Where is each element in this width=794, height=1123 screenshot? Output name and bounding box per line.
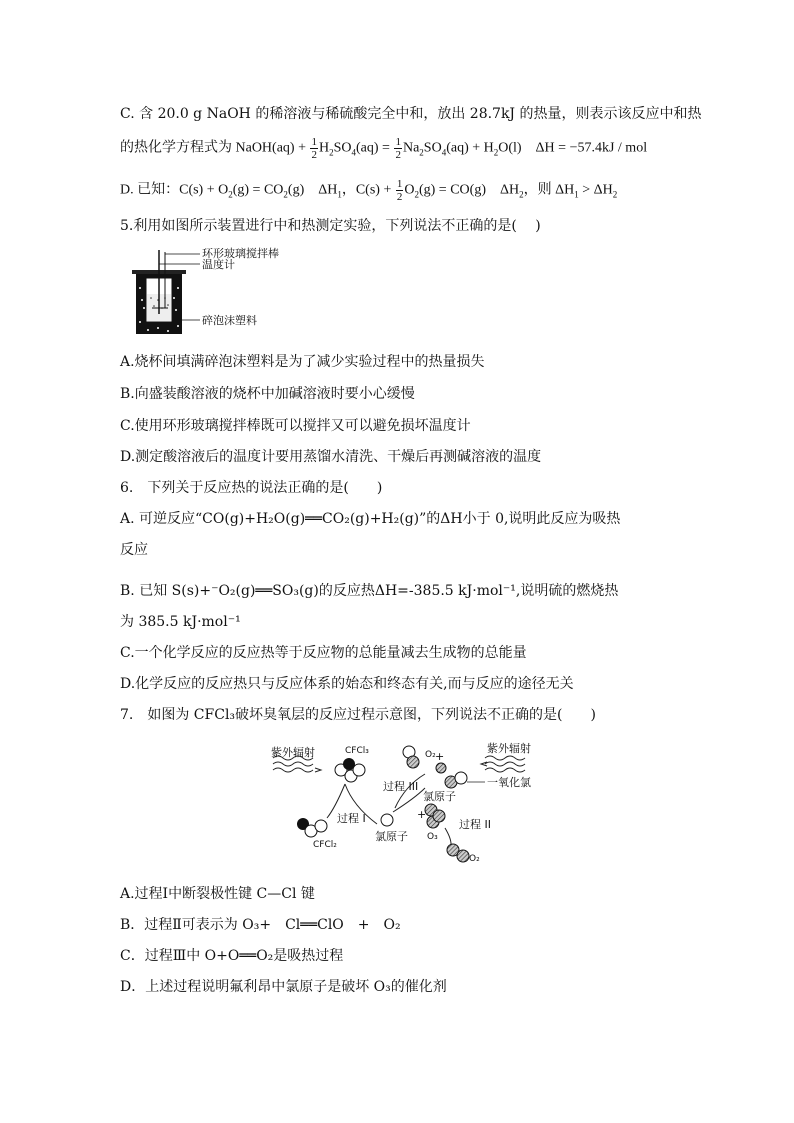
cfcl3-molecule — [335, 758, 365, 782]
q5-option-a: A.烧杯间填满碎泡沫塑料是为了减少实验过程中的热量损失 — [120, 354, 485, 370]
chlorine-monoxide — [445, 772, 467, 788]
q7-option-d: D．上述过程说明氟利昂中氯原子是破坏 O₃的催化剂 — [120, 979, 447, 995]
chlorine-atom-center — [381, 814, 393, 826]
label-plus-center: + — [417, 808, 427, 821]
q7-stem: 7. 如图为 CFCl₃破坏臭氧层的反应过程示意图，下列说法不正确的是( ) — [120, 707, 596, 723]
label-process1: 过程 I — [337, 812, 366, 825]
fraction-half: $\frac{1}{2}$ — [395, 136, 401, 161]
q5-option-d: D.测定酸溶液后的温度计要用蒸馏水清洗、干燥后再测碱溶液的温度 — [120, 449, 542, 465]
label-cfcl2: CFCl₂ — [313, 840, 337, 850]
q4-option-c-line1: C. 含 20.0 g NaOH 的稀溶液与稀硫酸完全中和，放出 28.7kJ 的热量，则表示该反应中和热 — [120, 106, 702, 122]
q5-stem: 5.利用如图所示装置进行中和热测定实验，下列说法不正确的是( ) — [120, 218, 541, 234]
label-cfcl3: CFCl₃ — [345, 746, 369, 756]
label-o2-top: O₂ — [425, 750, 436, 760]
cfcl2-molecule — [297, 818, 327, 837]
oxygen-atom — [436, 763, 446, 773]
q6-option-b-line1: B. 已知 S(s)+⁻O₂(g)══SO₃(g)的反应热ΔH=-385.5 kJ·mol⁻¹,说明硫的燃烧热 — [120, 583, 619, 599]
label-uv-left: 紫外辐射 — [271, 746, 315, 759]
q7-option-b: B．过程Ⅱ可表示为 O₃+ Cl══ClO + O₂ — [120, 917, 401, 933]
label-clo: 一氧化氯 — [487, 776, 531, 789]
q5-option-c: C.使用环形玻璃搅拌棒既可以搅拌又可以避免损坏温度计 — [120, 418, 471, 434]
label-cl-atom-right: 氯原子 — [423, 790, 456, 803]
label-plus-top: + — [435, 750, 445, 763]
label-thermometer: 温度计 — [202, 258, 235, 271]
oxygen-molecule-bottom — [447, 844, 469, 862]
q6-option-d: D.化学反应的反应热只与反应体系的始态和终态有关,而与反应的途径无关 — [120, 676, 574, 692]
label-o2-bottom: O₂ — [469, 854, 480, 864]
process2-arrow-down — [445, 828, 451, 844]
uv-waves-right — [485, 756, 525, 772]
label-stirrer: 环形玻璃搅拌棒 — [202, 247, 279, 260]
q6-option-b-line2: 为 385.5 kJ·mol⁻¹ — [120, 614, 241, 630]
fraction-half: $\frac{1}{2}$ — [311, 136, 317, 161]
label-cl-atom-center: 氯原子 — [375, 830, 408, 843]
label-process3: 过程 III — [383, 780, 419, 793]
q6-stem: 6. 下列关于反应热的说法正确的是( ) — [120, 480, 383, 496]
label-uv-right: 紫外辐射 — [487, 742, 531, 755]
q4-option-d: D. 已知：$C(s) + O_2(g) = CO_2(g)$ $\Delta H_1$，C(s) + $\frac{1}{2}$ $O_2(g) = CO(g)$ $\Delta H_2$，则 $\Delta H_1 > \Delta H_2$ — [120, 178, 618, 203]
calorimeter-figure — [128, 248, 308, 336]
q6-option-a-line2: 反应 — [120, 542, 148, 558]
uv-left-arrow — [315, 768, 321, 772]
oxygen-molecule-top — [403, 746, 419, 768]
ozone-molecule — [425, 804, 445, 828]
q7-option-c: C．过程Ⅲ中 O+O══O₂是吸热过程 — [120, 948, 344, 964]
q7-option-a: A.过程Ⅰ中断裂极性键 C—Cl 键 — [120, 886, 315, 902]
q5-option-b: B.向盛装酸溶液的烧杯中加碱溶液时要小心缓慢 — [120, 386, 415, 402]
uv-right-arrow — [481, 762, 487, 766]
label-process2: 过程 II — [459, 818, 491, 831]
q6-option-a-line1: A. 可逆反应“CO(g)+H₂O(g)══CO₂(g)+H₂(g)”的ΔH小于 0,说明此反应为吸热 — [120, 511, 621, 527]
label-o3: O₃ — [427, 832, 438, 842]
ozone-depletion-figure — [265, 738, 535, 866]
fraction-half: $\frac{1}{2}$ — [396, 178, 403, 203]
q6-option-c: C.一个化学反应的反应热等于反应物的总能量减去生成物的总能量 — [120, 645, 527, 661]
label-foam: 碎泡沫塑料 — [202, 314, 257, 327]
q4-option-c-line2: 的热化学方程式为 NaOH(aq) + $\frac{1}{2}$ $H_2SO_4(aq)$ = $\frac{1}{2}$ $Na_2SO_4(aq) + H_2O(l)$ ΔH = −57.4kJ / mol — [120, 136, 648, 161]
